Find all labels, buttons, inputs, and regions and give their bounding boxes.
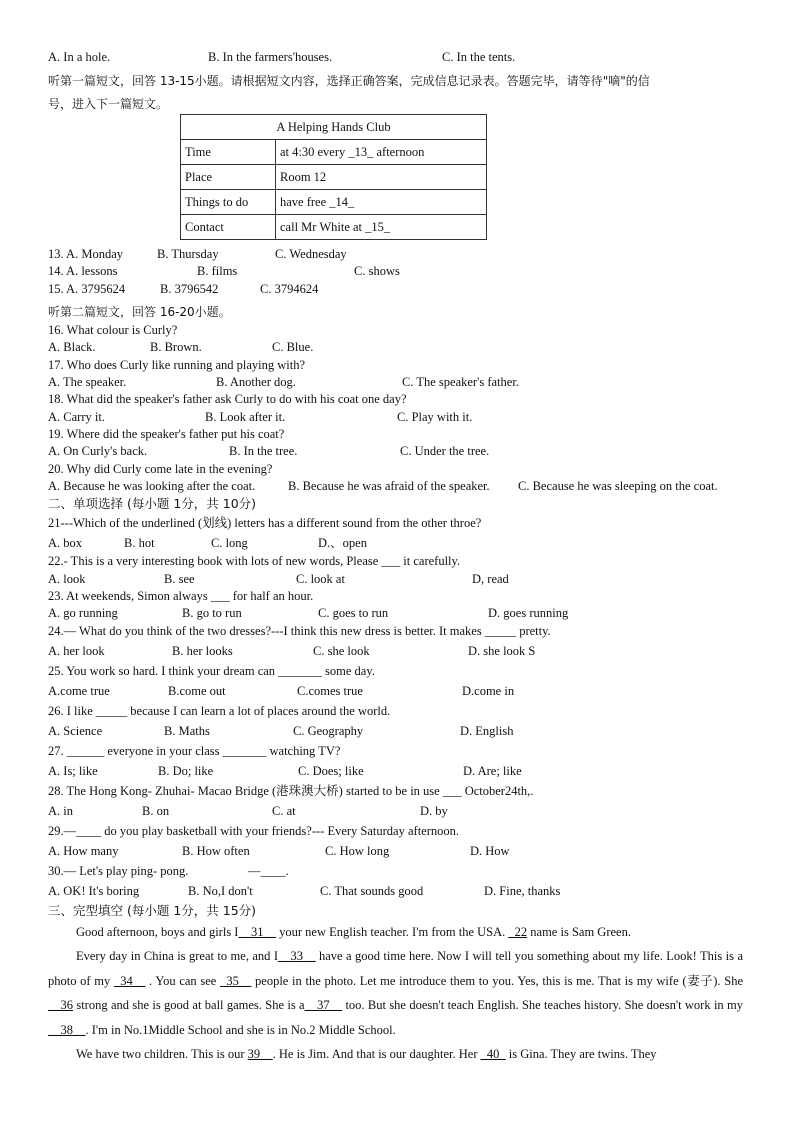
- table-key: Time: [181, 140, 276, 165]
- q13-option-a: 13. A. Monday: [48, 247, 123, 261]
- q29-option-a: A. How many: [48, 844, 119, 858]
- q20-option-b: B. Because he was afraid of the speaker.: [288, 479, 490, 493]
- q22-option-d: D, read: [472, 572, 509, 586]
- q21-option-d: D.、open: [318, 536, 367, 550]
- info-record-table: [180, 114, 487, 240]
- q18-option-a: A. Carry it.: [48, 410, 105, 424]
- cloze-blank-40: _40_: [480, 1047, 506, 1062]
- q26-option-a: A. Science: [48, 724, 103, 738]
- q13-option-b: B. Thursday: [157, 247, 219, 261]
- passage-text: We have two children. This is our: [76, 1047, 248, 1062]
- q25-option-b: B.come out: [168, 684, 226, 698]
- q18-stem: 18. What did the speaker's father ask Curly to do with his coat one day?: [48, 392, 407, 406]
- q14-option-c: C. shows: [354, 264, 400, 278]
- q30-response-blank: —____.: [248, 864, 289, 878]
- passage-paragraph-3: [48, 1042, 743, 1066]
- table-row: [181, 140, 487, 165]
- q24-stem: 24.— What do you think of the two dresses?---I think this new dress is better. It makes _____ pretty.: [48, 624, 551, 638]
- q22-option-b: B. see: [164, 572, 195, 586]
- q26-stem: 26. I like _____ because I can learn a lot of places around the world.: [48, 704, 391, 718]
- table-key: Contact: [181, 215, 276, 240]
- q27-option-b: B. Do; like: [158, 764, 214, 778]
- table-key: Things to do: [181, 190, 276, 215]
- q25-option-c: C.comes true: [297, 684, 363, 698]
- passage-text: . He is Jim. And that is our daughter. Her: [272, 1047, 481, 1062]
- table-value: at 4:30 every _13_ afternoon: [276, 140, 487, 165]
- q24-option-c: C. she look: [313, 644, 370, 658]
- passage-paragraph-1: [48, 920, 743, 944]
- q14-option-b: B. films: [197, 264, 238, 278]
- q28-option-c: C. at: [272, 804, 296, 818]
- q29-stem: 29.—____ do you play basketball with your friends?--- Every Saturday afternoon.: [48, 824, 460, 838]
- passage-paragraph-2: [48, 944, 743, 1042]
- cloze-blank-32: _22: [508, 925, 528, 939]
- q19-option-a: A. On Curly's back.: [48, 444, 148, 458]
- table-title-row: [181, 115, 487, 140]
- table-value: call Mr White at _15_: [276, 215, 487, 240]
- passage-text: your new English teacher. I'm from the USA.: [275, 925, 509, 939]
- q24-option-b: B. her looks: [172, 644, 233, 658]
- q18-option-b: B. Look after it.: [205, 410, 286, 424]
- table-row: [181, 215, 487, 240]
- cloze-passage: [48, 920, 743, 1066]
- q23-option-b: B. go to run: [182, 606, 242, 620]
- q27-option-d: D. Are; like: [463, 764, 522, 778]
- passage-text: people in the photo. Let me introduce them to you. Yes, this is me. That is my wife (妻子). She: [251, 973, 743, 988]
- q19-option-b: B. In the tree.: [229, 444, 298, 458]
- table-row: [181, 165, 487, 190]
- q17-option-a: A. The speaker.: [48, 375, 127, 389]
- passage-text: . You can see: [145, 973, 221, 988]
- q16-option-c: C. Blue.: [272, 340, 314, 354]
- passage-text: strong and she is good at ball games. She is a: [73, 998, 305, 1013]
- q21-option-c: C. long: [211, 536, 248, 550]
- cloze-blank-34: _34__: [114, 973, 146, 988]
- q23-option-a: A. go running: [48, 606, 118, 620]
- q20-option-c: C. Because he was sleeping on the coat.: [518, 479, 718, 493]
- q14-option-a: 14. A. lessons: [48, 264, 118, 278]
- q26-option-b: B. Maths: [164, 724, 210, 738]
- q28-option-d: D. by: [420, 804, 448, 818]
- q23-option-c: C. goes to run: [318, 606, 389, 620]
- q30-option-b: B. No,I don't: [188, 884, 253, 898]
- passage-text: have a good time here. Now I will tell you something about my life. Look! This is a photo of my: [48, 949, 743, 988]
- passage-text: Every day in China is great to me, and I: [76, 949, 279, 964]
- q16-stem: 16. What colour is Curly?: [48, 323, 178, 337]
- q25-option-d: D.come in: [462, 684, 515, 698]
- section-3-heading: 三、完型填空 (每小题 1分，共 15分): [48, 903, 257, 918]
- q17-option-c: C. The speaker's father.: [402, 375, 519, 389]
- section-2-heading: 二、单项选择 (每小题 1分，共 10分): [48, 496, 257, 511]
- table-key: Place: [181, 165, 276, 190]
- q12-option-b: B. In the farmers'houses.: [208, 50, 333, 64]
- q12-option-c: C. In the tents.: [442, 50, 516, 64]
- q29-option-d: D. How: [470, 844, 510, 858]
- q20-stem: 20. Why did Curly come late in the evening?: [48, 462, 273, 476]
- cloze-blank-37: __37__: [304, 998, 343, 1013]
- passage-text: is Gina. They are twins. They: [505, 1047, 657, 1062]
- q30-stem: 30.— Let's play ping- pong.: [48, 864, 189, 878]
- q21-option-a: A. box: [48, 536, 83, 550]
- q17-option-b: B. Another dog.: [216, 375, 296, 389]
- q22-stem: 22.- This is a very interesting book with lots of new words, Please ___ it carefully.: [48, 554, 461, 568]
- table-value: Room 12: [276, 165, 487, 190]
- q23-stem: 23. At weekends, Simon always ___ for half an hour.: [48, 589, 314, 603]
- cloze-blank-31: __31__: [238, 925, 276, 939]
- q16-option-b: B. Brown.: [150, 340, 202, 354]
- q28-option-b: B. on: [142, 804, 170, 818]
- q18-option-c: C. Play with it.: [397, 410, 473, 424]
- table-value: have free _14_: [276, 190, 487, 215]
- q21-stem: 21---Which of the underlined (划线) letters has a different sound from the other throe?: [48, 516, 482, 530]
- q26-option-c: C. Geography: [293, 724, 364, 738]
- passage-text: name is Sam Green.: [527, 925, 631, 939]
- listening-instruction-2: 听第二篇短文，回答 16-20小题。: [48, 305, 231, 319]
- q30-option-a: A. OK! It's boring: [48, 884, 140, 898]
- passage-text: too. But she doesn't teach English. She teaches history. She doesn't work in my: [342, 998, 743, 1013]
- listening-instruction-1-line-1: 听第一篇短文，回答 13-15小题。请根据短文内容，选择正确答案，完成信息记录表。答题完毕，请等待"嘀"的信: [48, 74, 650, 88]
- q30-option-d: D. Fine, thanks: [484, 884, 561, 898]
- q15-option-a: 15. A. 3795624: [48, 282, 126, 296]
- q20-option-a: A. Because he was looking after the coat.: [48, 479, 256, 493]
- cloze-blank-38: __38__: [48, 1022, 86, 1037]
- q22-option-c: C. look at: [296, 572, 345, 586]
- cloze-blank-33: __33__: [278, 949, 316, 964]
- q15-option-c: C. 3794624: [260, 282, 319, 296]
- table-row: [181, 190, 487, 215]
- q25-option-a: A.come true: [48, 684, 110, 698]
- passage-text: Good afternoon, boys and girls I: [76, 925, 239, 939]
- q27-option-a: A. Is; like: [48, 764, 98, 778]
- q30-option-c: C. That sounds good: [320, 884, 424, 898]
- q12-option-a: A. In a hole.: [48, 50, 111, 64]
- q22-option-a: A. look: [48, 572, 86, 586]
- q16-option-a: A. Black.: [48, 340, 96, 354]
- q24-option-d: D. she look S: [468, 644, 536, 658]
- q23-option-d: D. goes running: [488, 606, 569, 620]
- cloze-blank-39: 39__: [247, 1047, 273, 1062]
- q29-option-c: C. How long: [325, 844, 390, 858]
- q21-option-b: B. hot: [124, 536, 155, 550]
- q19-option-c: C. Under the tree.: [400, 444, 490, 458]
- q28-stem: 28. The Hong Kong- Zhuhai- Macao Bridge (港珠澳大桥) started to be in use ___ October24th,.: [48, 784, 534, 798]
- cloze-blank-35: _35__: [220, 973, 252, 988]
- q24-option-a: A. her look: [48, 644, 105, 658]
- passage-text: . I'm in No.1Middle School and she is in No.2 Middle School.: [85, 1022, 396, 1037]
- q25-stem: 25. You work so hard. I think your dream can _______ some day.: [48, 664, 375, 678]
- q15-option-b: B. 3796542: [160, 282, 219, 296]
- table-title: A Helping Hands Club: [181, 115, 487, 140]
- q13-option-c: C. Wednesday: [275, 247, 347, 261]
- q19-stem: 19. Where did the speaker's father put his coat?: [48, 427, 285, 441]
- q27-option-c: C. Does; like: [298, 764, 364, 778]
- q28-option-a: A. in: [48, 804, 73, 818]
- q26-option-d: D. English: [460, 724, 514, 738]
- listening-instruction-1-line-2: 号，进入下一篇短文。: [48, 97, 169, 111]
- q29-option-b: B. How often: [182, 844, 250, 858]
- q27-stem: 27. ______ everyone in your class _______ watching TV?: [48, 744, 341, 758]
- cloze-blank-36: __36: [48, 998, 73, 1013]
- q17-stem: 17. Who does Curly like running and playing with?: [48, 358, 306, 372]
